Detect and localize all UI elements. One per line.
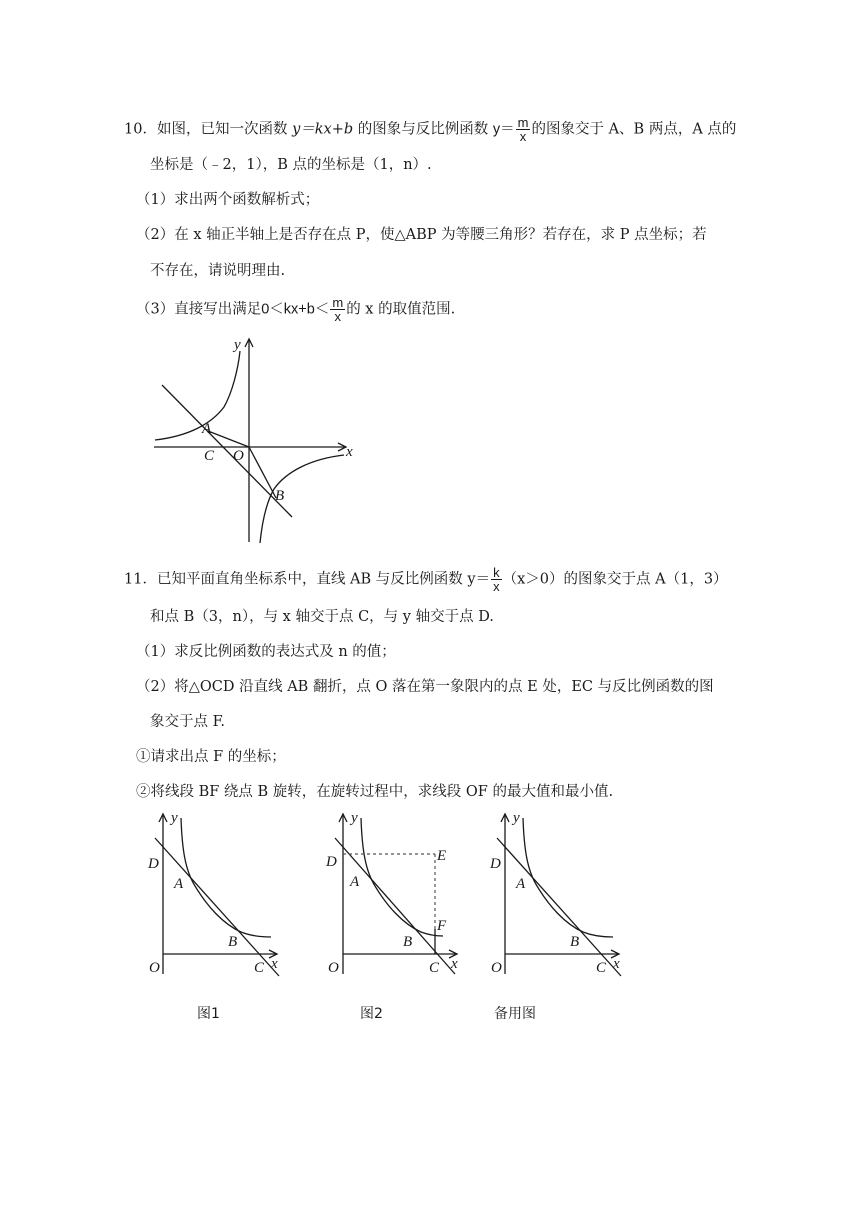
- line-ab: [155, 838, 279, 976]
- label-c: C: [429, 960, 440, 976]
- q10-inverse-y: y＝: [492, 121, 515, 138]
- figure-1-caption: 图1: [197, 1006, 220, 1022]
- q10-text: 的 x 的取值范围.: [346, 301, 456, 318]
- fraction-denominator: x: [334, 309, 342, 324]
- q10-text: 的图象交于 A、B 两点，A 点的: [531, 121, 737, 138]
- q11-text: 11．已知平面直角坐标系中，直线 AB 与反比例函数 y＝: [124, 571, 491, 588]
- label-y: y: [513, 810, 520, 826]
- label-c: C: [254, 960, 265, 976]
- label-x: x: [451, 956, 458, 972]
- label-e: E: [437, 848, 447, 864]
- label-c: C: [596, 960, 607, 976]
- label-d: D: [148, 856, 159, 872]
- label-a: A: [202, 421, 212, 437]
- label-b: B: [570, 934, 580, 950]
- q10-part-3: [136, 296, 455, 323]
- q11-line-2: 和点 B（3，n），与 x 轴交于点 C，与 y 轴交于点 D.: [150, 609, 494, 625]
- label-y: y: [171, 810, 178, 826]
- label-x: x: [613, 956, 620, 972]
- q11-line-1: [124, 566, 728, 593]
- segment-ob: [249, 447, 276, 498]
- q11-sub-1: ①请求出点 F 的坐标；: [136, 749, 286, 765]
- label-c: C: [204, 448, 215, 464]
- q10-part-2a: （2）在 x 轴正半轴上是否存在点 P，使△ABP 为等腰三角形？若存在，求 P 点坐标；若: [136, 227, 707, 243]
- label-x: x: [271, 956, 278, 972]
- q10-text: （3）直接写出满足: [136, 301, 262, 318]
- label-b: B: [403, 934, 413, 950]
- q10-line-2: 坐标是（﹣2，1），B 点的坐标是（1，n）.: [150, 157, 432, 173]
- q10-text: 10．如图，已知一次函数: [124, 121, 293, 138]
- fraction-numerator: m: [517, 115, 529, 130]
- label-y: y: [351, 810, 358, 826]
- q10-part-2b: 不存在，请说明理由.: [150, 263, 286, 279]
- q10-fraction-m-over-x: [516, 116, 531, 143]
- q11-figure-1: [145, 808, 285, 978]
- q10-part-1: （1）求出两个函数解析式；: [136, 192, 320, 208]
- q10-line-1: [124, 116, 736, 143]
- label-a: A: [174, 876, 184, 892]
- hyperbola: [523, 818, 613, 937]
- q11-part-2a: （2）将△OCD 沿直线 AB 翻折，点 O 落在第一象限内的点 E 处，EC 与反比例函数的图: [136, 679, 714, 695]
- spare-figure-caption: 备用图: [494, 1006, 536, 1022]
- segment-oa: [208, 431, 249, 447]
- hyperbola: [361, 818, 443, 936]
- linear-function-line: [162, 385, 292, 517]
- label-f: F: [437, 918, 447, 934]
- fraction-numerator: k: [493, 565, 500, 580]
- q11-text: （x＞0）的图象交于点 A（1，3）: [502, 571, 728, 588]
- label-o: O: [149, 960, 160, 976]
- q10-linear-eq: y＝kx+b: [292, 121, 354, 138]
- label-d: D: [490, 856, 501, 872]
- fraction-denominator: x: [519, 129, 527, 144]
- q10-inequality: 0＜kx+b＜: [261, 301, 330, 318]
- label-o: O: [328, 960, 339, 976]
- hyperbola-branch-lower-right: [260, 455, 344, 543]
- fraction-denominator: x: [493, 579, 500, 594]
- fraction-numerator: m: [332, 295, 344, 310]
- hyperbola: [181, 818, 271, 937]
- label-o: O: [233, 448, 244, 464]
- label-b: B: [275, 488, 285, 504]
- label-b: B: [228, 934, 238, 950]
- q11-part-2b: 象交于点 F.: [150, 714, 226, 730]
- label-a: A: [350, 874, 360, 890]
- q10-text: 的图象与反比例函数: [353, 121, 493, 138]
- q10-fraction-m-over-x: [330, 296, 345, 323]
- label-d: D: [326, 854, 337, 870]
- q10-figure: [150, 335, 360, 545]
- q11-figure-spare: [487, 808, 627, 978]
- q11-fraction-k-over-x: [491, 566, 502, 593]
- label-y: y: [234, 337, 241, 353]
- label-x: x: [346, 444, 353, 460]
- label-o: O: [491, 960, 502, 976]
- line-ab: [497, 838, 621, 976]
- q11-part-1: （1）求反比例函数的表达式及 n 的值；: [136, 644, 396, 660]
- q11-figure-2: [323, 808, 473, 978]
- hyperbola-branch-upper-left: [155, 351, 240, 440]
- q11-sub-2: ②将线段 BF 绕点 B 旋转，在旋转过程中，求线段 OF 的最大值和最小值.: [136, 784, 614, 800]
- label-a: A: [516, 876, 526, 892]
- figure-2-caption: 图2: [360, 1006, 383, 1022]
